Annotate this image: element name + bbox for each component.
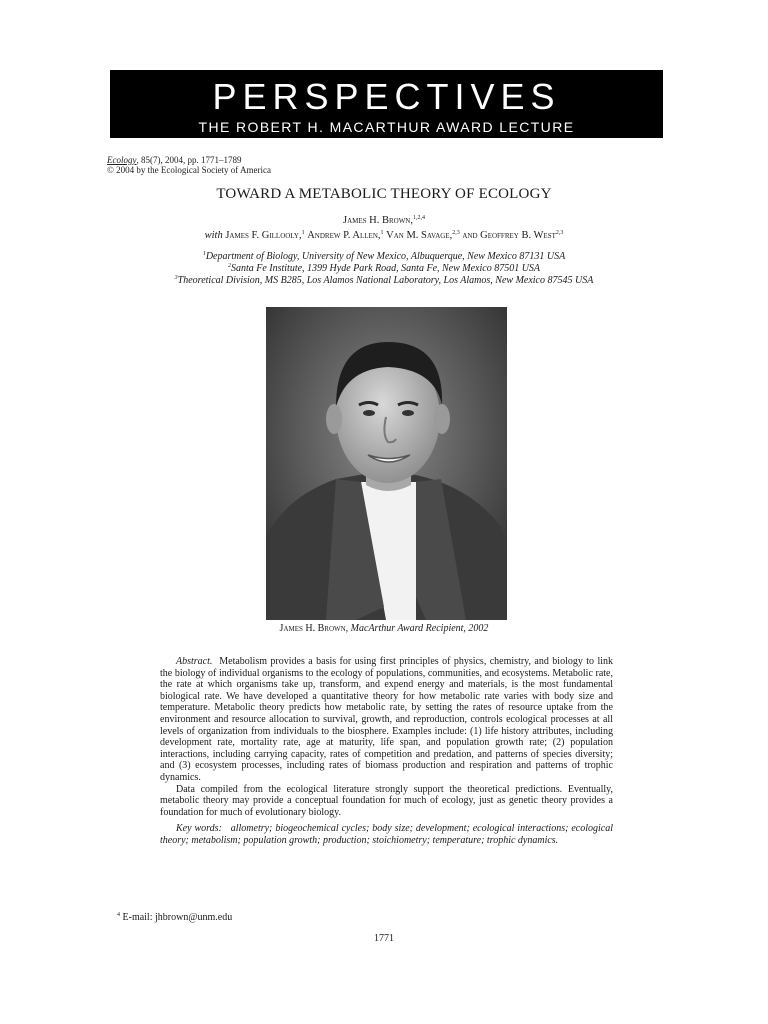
portrait-illustration xyxy=(266,307,507,620)
lead-author-sup: 1,2,4 xyxy=(413,215,425,221)
affiliation-2-text: Santa Fe Institute, 1399 Hyde Park Road, Santa Fe, New Mexico 87501 USA xyxy=(230,263,541,274)
affiliation-3-text: Theoretical Division, MS B285, Los Alamos National Laboratory, Los Alamos, New Mexico 87545 USA xyxy=(177,275,594,286)
copyright: © 2004 by the Ecological Society of America xyxy=(107,164,272,175)
affiliation-2 xyxy=(0,263,768,275)
coauthor-savage: Van M. Savage, xyxy=(386,230,453,241)
citation xyxy=(107,156,271,175)
affiliation-1 xyxy=(0,251,768,263)
affiliation-1-text: Department of Biology, University of New Mexico, Albuquerque, New Mexico 87131 USA xyxy=(205,251,566,262)
coauthor-gillooly-sup: 1 xyxy=(301,230,305,236)
coauthor-savage-sup: 2,3 xyxy=(452,230,460,236)
affiliation-3 xyxy=(0,275,768,287)
keywords-label: Key words: xyxy=(176,823,222,835)
author-list xyxy=(0,213,768,243)
with-label: with xyxy=(204,230,223,241)
coauthor-allen-sup: 1 xyxy=(380,230,384,236)
banner-subtitle: THE ROBERT H. MACARTHUR AWARD LECTURE xyxy=(198,119,575,135)
lead-author: James H. Brown, xyxy=(342,215,413,226)
caption-name: James H. Brown, xyxy=(279,623,349,634)
author-portrait-photo xyxy=(266,307,507,620)
keywords xyxy=(160,823,613,846)
footnote xyxy=(117,912,232,923)
journal-name: Ecology xyxy=(107,155,137,165)
coauthor-allen: Andrew P. Allen, xyxy=(307,230,381,241)
citation-details: , 85(7), 2004, pp. 1771–1789 xyxy=(136,155,242,165)
caption-role: MacArthur Award Recipient, 2002 xyxy=(350,623,489,634)
coauthor-west-sup: 2,3 xyxy=(555,230,564,236)
perspectives-banner xyxy=(110,70,663,138)
and-label: and xyxy=(462,230,478,241)
keywords-text: allometry; biogeochemical cycles; body size; development; ecological interactions; ecological theory; metabolism; population growth; production; stoichiometry; temperature; trophic dynamics. xyxy=(160,823,613,846)
banner-title: PERSPECTIVES xyxy=(212,76,561,117)
footnote-email: E-mail: jhbrown@unm.edu xyxy=(122,912,233,923)
affiliation-3-sup: 3 xyxy=(174,275,178,281)
abstract xyxy=(160,656,613,847)
photo-caption xyxy=(0,623,768,634)
page-number: 1771 xyxy=(374,933,394,944)
abstract-paragraph-2: Data compiled from the ecological literature strongly support the theoretical predictions. Eventually, metabolic theory may provide a conceptual foundation for much of ecology, just as genetic theory provides a foundation for much of evolutionary biology. xyxy=(160,783,613,818)
affiliation-1-sup: 1 xyxy=(202,251,206,257)
abstract-label: Abstract. xyxy=(176,656,213,667)
coauthor-gillooly: James F. Gillooly, xyxy=(225,230,302,241)
affiliation-2-sup: 2 xyxy=(227,263,231,269)
coauthor-west: Geoffrey B. West xyxy=(480,230,556,241)
footnote-sup: 4 xyxy=(117,912,120,918)
affiliations xyxy=(0,251,768,287)
abstract-text-1: Metabolism provides a basis for using first principles of physics, chemistry, and biology to link the biology of individual organisms to the ecology of populations, communities, and ecosystems. Metabolic rate, the rate at which organisms take up, transform, and expend energy and materials, is the most fundamental biological rate. We have developed a quantitative theory for how metabolic rate varies with body size and temperature. Metabolic theory predicts how metabolic rate, by setting the rates of resource uptake from the environment and resource allocation to survival, growth, and reproduction, controls ecological processes at all levels of organization from individuals to the biosphere. Examples include: (1) life history attributes, including development rate, mortality rate, age at maturity, life span, and population growth rate; (2) population interactions, including carrying capacity, rates of competition and predation, and patterns of species diversity; and (3) ecosystem processes, including rates of biomass production and respiration and patterns of trophic dynamics. xyxy=(160,656,614,783)
article-title: TOWARD A METABOLIC THEORY OF ECOLOGY xyxy=(216,186,552,202)
abstract-paragraph-1 xyxy=(160,656,613,784)
